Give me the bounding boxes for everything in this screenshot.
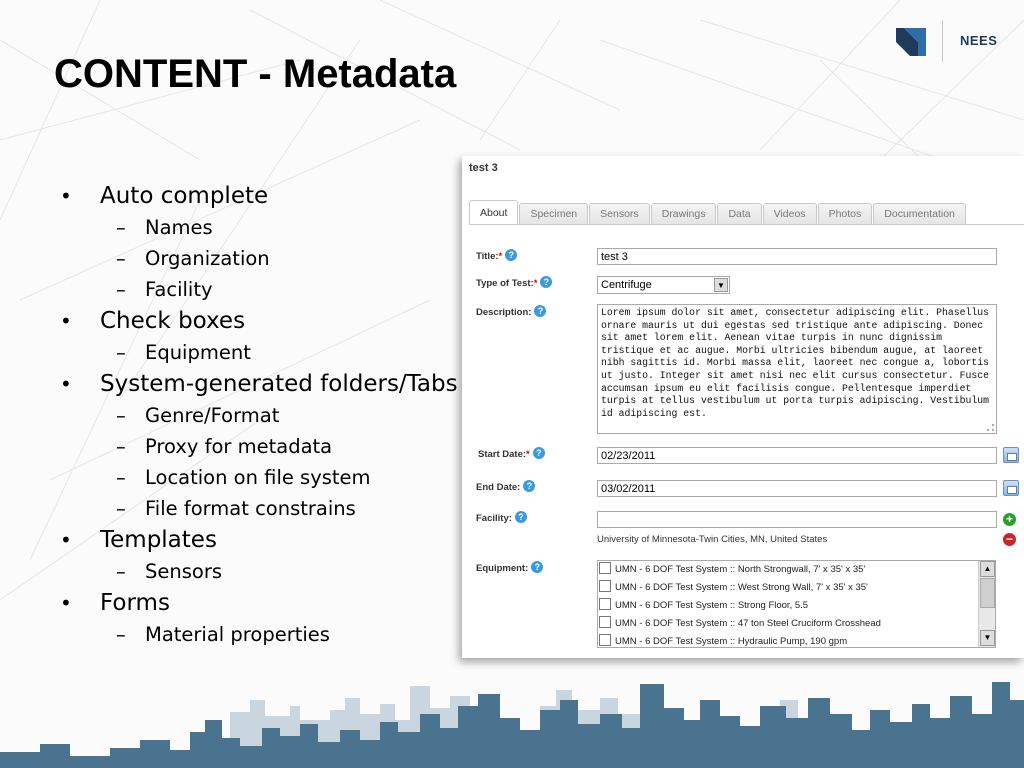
facility-label xyxy=(476,513,527,525)
logo-divider xyxy=(942,20,943,62)
slide-title: CONTENT - Metadata xyxy=(54,52,457,96)
tab-data[interactable]: Data xyxy=(717,203,761,225)
help-icon[interactable]: ? xyxy=(540,276,552,288)
bullet-list xyxy=(58,180,468,650)
tab-specimen[interactable]: Specimen xyxy=(519,203,588,225)
start-date-label-text: Start Date: xyxy=(478,449,527,460)
description-label-text: Description: xyxy=(476,307,532,318)
bullet-item: • System-generated folders/Tabs xyxy=(58,368,468,400)
sub-bullet-item: – Facility xyxy=(58,274,468,305)
equipment-item-label: UMN - 6 DOF Test System :: Strong Floor, 5.5 xyxy=(615,600,809,611)
tab-drawings[interactable]: Drawings xyxy=(651,203,717,225)
equipment-item-label: UMN - 6 DOF Test System :: 47 ton Steel Cruciform Crosshead xyxy=(615,618,881,629)
help-icon[interactable]: ? xyxy=(534,305,546,317)
description-label xyxy=(476,307,546,319)
equipment-label xyxy=(476,563,543,575)
checkbox[interactable] xyxy=(599,616,611,628)
help-icon[interactable]: ? xyxy=(515,511,527,523)
facility-label-text: Facility: xyxy=(476,513,512,524)
tab-sensors[interactable]: Sensors xyxy=(589,203,650,225)
resize-handle-icon[interactable] xyxy=(987,424,994,431)
nees-logo-mark-icon xyxy=(896,28,926,56)
bullet-item: • Check boxes xyxy=(58,305,468,337)
tab-videos[interactable]: Videos xyxy=(763,203,817,225)
sub-bullet-item: – Material properties xyxy=(58,619,468,650)
checkbox[interactable] xyxy=(599,580,611,592)
checkbox[interactable] xyxy=(599,634,611,646)
title-label xyxy=(476,251,517,263)
bullet-item: • Auto complete xyxy=(58,180,468,212)
sub-bullet-item: – File format constrains xyxy=(58,493,468,524)
end-date-input[interactable]: 03/02/2011 xyxy=(597,480,997,497)
help-icon[interactable]: ? xyxy=(531,561,543,573)
description-textarea[interactable] xyxy=(597,304,997,434)
type-of-test-label xyxy=(476,278,552,290)
checkbox[interactable] xyxy=(599,562,611,574)
sub-bullet-item: – Organization xyxy=(58,243,468,274)
checkbox[interactable] xyxy=(599,598,611,610)
add-icon[interactable]: + xyxy=(1003,513,1016,526)
form-tabs xyxy=(469,200,967,225)
nees-logo xyxy=(896,24,1006,64)
equipment-item-label: UMN - 6 DOF Test System :: Hydraulic Pump, 190 gpm xyxy=(615,636,848,647)
help-icon[interactable]: ? xyxy=(505,249,517,261)
sub-bullet-item: – Sensors xyxy=(58,556,468,587)
required-mark: * xyxy=(526,449,530,460)
bullet-item: • Forms xyxy=(58,587,468,619)
chevron-down-icon[interactable]: ▼ xyxy=(714,278,728,292)
type-of-test-value: Centrifuge xyxy=(601,279,652,291)
sub-bullet-item: – Equipment xyxy=(58,337,468,368)
logo-text: NEES xyxy=(960,33,998,48)
equipment-item[interactable] xyxy=(598,615,995,633)
equipment-item-label: UMN - 6 DOF Test System :: North Strongwall, 7' x 35' x 35' xyxy=(615,564,866,575)
scroll-up-icon[interactable]: ▲ xyxy=(980,561,995,577)
end-date-label-text: End Date: xyxy=(476,482,521,493)
tab-about[interactable]: About xyxy=(469,200,518,225)
remove-icon[interactable]: − xyxy=(1003,533,1016,546)
equipment-item[interactable] xyxy=(598,633,995,648)
calendar-icon[interactable] xyxy=(1003,447,1019,463)
start-date-input[interactable]: 02/23/2011 xyxy=(597,447,997,464)
title-label-text: Title: xyxy=(476,251,499,262)
sub-bullet-item: – Proxy for metadata xyxy=(58,431,468,462)
help-icon[interactable]: ? xyxy=(533,447,545,459)
start-date-label xyxy=(478,449,545,461)
equipment-item[interactable] xyxy=(598,579,995,597)
facility-input[interactable] xyxy=(597,511,997,528)
scroll-down-icon[interactable]: ▼ xyxy=(980,630,995,646)
tab-documentation[interactable]: Documentation xyxy=(873,203,966,225)
help-icon[interactable]: ? xyxy=(523,480,535,492)
equipment-item[interactable] xyxy=(598,597,995,615)
facility-selected-value: University of Minnesota-Twin Cities, MN, United States xyxy=(597,534,828,545)
form-title: test 3 xyxy=(469,162,498,174)
tab-photos[interactable]: Photos xyxy=(818,203,873,225)
type-of-test-select[interactable] xyxy=(597,276,730,294)
sub-bullet-item: – Location on file system xyxy=(58,462,468,493)
scroll-thumb[interactable] xyxy=(980,578,995,608)
equipment-checklist xyxy=(597,560,996,648)
sub-bullet-item: – Genre/Format xyxy=(58,400,468,431)
title-input[interactable]: test 3 xyxy=(597,248,997,265)
type-label-text: Type of Test: xyxy=(476,278,534,289)
end-date-label xyxy=(476,482,535,494)
required-mark: * xyxy=(533,278,538,289)
calendar-icon[interactable] xyxy=(1003,480,1019,496)
equipment-label-text: Equipment: xyxy=(476,563,529,574)
required-mark: * xyxy=(498,251,503,262)
equipment-scrollbar[interactable] xyxy=(978,561,995,647)
city-skyline-decoration xyxy=(0,670,1024,768)
bullet-item: • Templates xyxy=(58,524,468,556)
metadata-form-screenshot xyxy=(462,156,1024,658)
sub-bullet-item: – Names xyxy=(58,212,468,243)
equipment-item[interactable] xyxy=(598,561,995,579)
equipment-item-label: UMN - 6 DOF Test System :: West Strong Wall, 7' x 35' x 35' xyxy=(615,582,868,593)
tabs-divider xyxy=(469,224,1024,225)
description-text: Lorem ipsum dolor sit amet, consectetur adipiscing elit. Phasellus ornare mauris ut dui egestas sed tristique ante adipiscing. Donec sit amet lorem elit. Aenean vitae turpis in nunc dignissim tristique et ac augue. Morbi ultricies bibendum augue, at laoreet nibh sagittis id. Morbi massa elit, laoreet nec congue a, lobortis ut justo. Integer sit amet nisi nec elit cursus consectetur. Fusce accumsan ipsum eu elit facilisis congue. Pellentesque imperdiet turpis at tellus vestibulum ut porta turpis adipiscing. Vestibulum id adipiscing est. xyxy=(601,307,990,419)
